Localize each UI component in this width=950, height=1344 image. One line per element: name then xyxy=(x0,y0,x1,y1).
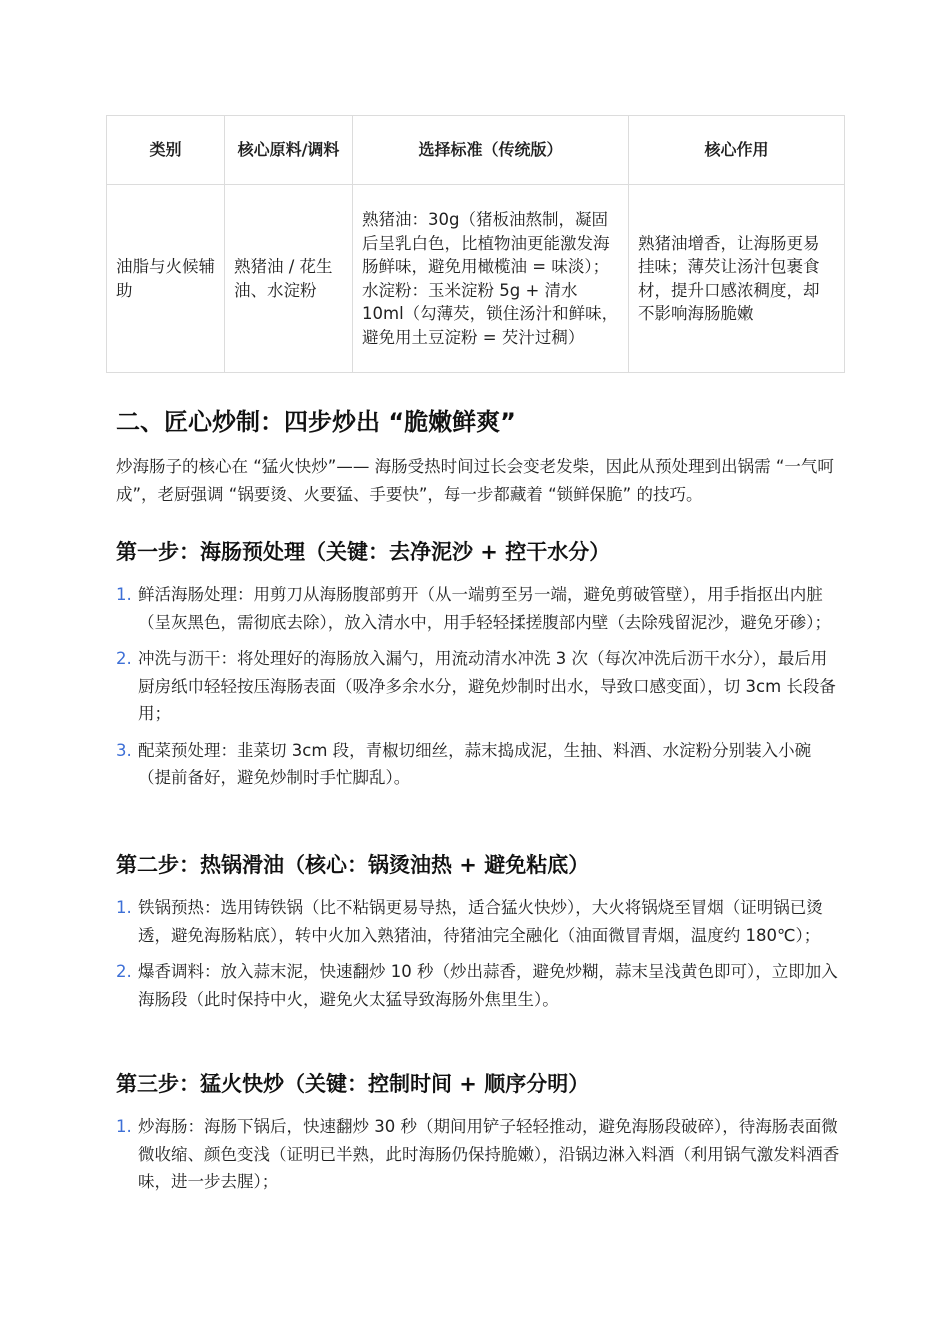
list-number: 2. xyxy=(116,962,132,981)
table-cell-role: 熟猪油增香，让海肠更易挂味；薄芡让汤汁包裹食材，提升口感浓稠度，却不影响海肠脆嫩 xyxy=(629,185,845,373)
table-header-role: 核心作用 xyxy=(629,116,845,185)
step-1-heading: 第一步：海肠预处理（关键：去净泥沙 + 控干水分） xyxy=(116,540,611,564)
table-cell-category: 油脂与火候辅助 xyxy=(107,185,225,373)
table-row xyxy=(107,185,845,373)
section-heading: 二、匠心炒制：四步炒出 “脆嫩鲜爽” xyxy=(116,408,516,436)
list-item xyxy=(116,737,842,792)
table-cell-standard: 熟猪油：30g（猪板油熬制，凝固后呈乳白色，比植物油更能激发海肠鲜味，避免用橄榄油 = 味淡）；水淀粉：玉米淀粉 5g + 清水 10ml（勾薄芡，锁住汤汁和鲜味，避免用土豆淀粉 = 芡汁过稠） xyxy=(353,185,629,373)
step-3-list xyxy=(116,1113,842,1205)
list-text: 冲洗与沥干：将处理好的海肠放入漏勺，用流动清水冲洗 3 次（每次冲洗后沥干水分），最后用厨房纸巾轻轻按压海肠表面（吸净多余水分，避免炒制时出水，导致口感变面），切 3cm 长段备用； xyxy=(138,649,836,723)
list-text: 鲜活海肠处理：用剪刀从海肠腹部剪开（从一端剪至另一端，避免剪破管壁），用手指抠出内脏（呈灰黑色，需彻底去除），放入清水中，用手轻轻揉搓腹部内壁（去除残留泥沙，避免牙碜）； xyxy=(138,585,831,632)
step-3-heading: 第三步：猛火快炒（关键：控制时间 + 顺序分明） xyxy=(116,1072,590,1096)
table-header-row xyxy=(107,116,845,185)
list-text: 配菜预处理：韭菜切 3cm 段，青椒切细丝，蒜末捣成泥，生抽、料酒、水淀粉分别装入小碗（提前备好，避免炒制时手忙脚乱）。 xyxy=(138,740,812,787)
list-text: 炒海肠：海肠下锅后，快速翻炒 30 秒（期间用铲子轻轻推动，避免海肠段破碎），待海肠表面微微收缩、颜色变浅（证明已半熟，此时海肠仍保持脆嫩），沿锅边淋入料酒（利用锅气激发料酒香味，进一步去腥）； xyxy=(138,1117,840,1191)
list-number: 3. xyxy=(116,740,132,760)
step-2-list xyxy=(116,894,842,1022)
table-header-standard: 选择标准（传统版） xyxy=(353,116,629,185)
list-item xyxy=(116,581,842,636)
list-item xyxy=(116,894,842,949)
section-intro: 炒海肠子的核心在 “猛火快炒”—— 海肠受热时间过长会变老发柴，因此从预处理到出锅需 “一气呵成”，老厨强调 “锅要烫、火要猛、手要快”，每一步都藏着 “锁鲜保脆” 的技巧。 xyxy=(116,457,834,504)
list-number: 1. xyxy=(116,585,132,604)
table-cell-ingredient: 熟猪油 / 花生油、水淀粉 xyxy=(225,185,353,373)
list-number: 1. xyxy=(116,898,132,917)
list-item xyxy=(116,958,842,1013)
list-item xyxy=(116,645,842,728)
list-item xyxy=(116,1113,842,1196)
step-1-list xyxy=(116,581,842,801)
list-number: 2. xyxy=(116,649,132,668)
list-number: 1. xyxy=(116,1117,132,1136)
list-text: 铁锅预热：选用铸铁锅（比不粘锅更易导热，适合猛火快炒），大火将锅烧至冒烟（证明锅已烫透，避免海肠粘底），转中火加入熟猪油，待猪油完全融化（油面微冒青烟，温度约 180℃）； xyxy=(138,898,823,945)
table-header-ingredient: 核心原料/调料 xyxy=(225,116,353,185)
table-header-category: 类别 xyxy=(107,116,225,185)
ingredients-table xyxy=(106,115,845,373)
list-text: 爆香调料：放入蒜末泥，快速翻炒 10 秒（炒出蒜香，避免炒糊，蒜末呈浅黄色即可），立即加入海肠段（此时保持中火，避免火太猛导致海肠外焦里生）。 xyxy=(138,962,838,1009)
step-2-heading: 第二步：热锅滑油（核心：锅烫油热 + 避免粘底） xyxy=(116,853,590,877)
